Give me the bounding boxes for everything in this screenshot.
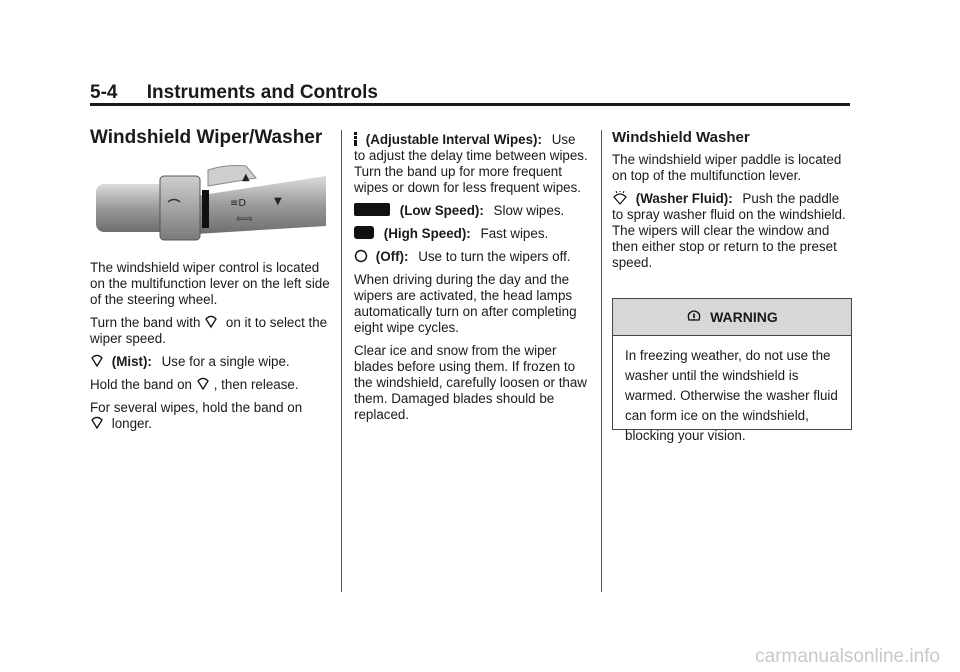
svg-text:▲: ▲	[242, 172, 250, 183]
low-text: Slow wipes.	[493, 203, 565, 218]
paragraph-daytime: When driving during the day and the wipers are activated, the head lamps automatically turn on after completing eight wipe cycles.	[354, 272, 577, 335]
wiper-mist-icon	[90, 354, 104, 368]
off-icon	[354, 249, 368, 263]
warning-header	[613, 299, 851, 336]
hold-text-post: , then release.	[213, 377, 299, 392]
paragraph-hold	[90, 377, 330, 393]
svg-text:≡D: ≡D	[230, 198, 247, 209]
hold-text-pre: Hold the band on	[90, 377, 192, 392]
washer-fluid-icon	[612, 191, 628, 205]
paragraph-fluid	[612, 191, 850, 271]
wiper-mist-icon	[90, 416, 104, 430]
warning-box	[612, 298, 852, 443]
mist-text: Use for a single wipe.	[161, 354, 290, 369]
band-text-post: on it to select the wiper speed.	[90, 315, 328, 346]
off-label: (Off):	[375, 249, 409, 264]
page-header	[90, 82, 378, 104]
warning-icon	[686, 309, 702, 325]
warning-text: In freezing weather, do not use the washer until the windshield is warmed. Otherwise the washer fluid can form ice on the windshield, blocking your vision.	[625, 348, 838, 443]
paragraph-band	[90, 315, 330, 347]
column-3	[612, 130, 850, 278]
high-text: Fast wipes.	[480, 226, 549, 241]
watermark: carmanualsonline.info	[755, 646, 940, 667]
paragraph-several	[90, 400, 330, 432]
paragraph-intro: The windshield wiper control is located on the multifunction lever on the left side of the steering wheel.	[90, 260, 330, 307]
interval-label: (Adjustable Interval Wipes):	[365, 132, 542, 147]
paragraph-ice: Clear ice and snow from the wiper blades before using them. If frozen to the windshield, carefully loosen or thaw them. Damaged blades should be replaced.	[354, 343, 587, 422]
band-text-pre: Turn the band with	[90, 315, 201, 330]
wiper-lever-illustration	[96, 156, 326, 248]
mist-label: (Mist):	[111, 354, 152, 369]
svg-text:▼: ▼	[274, 196, 282, 207]
off-text: Use to turn the wipers off.	[418, 249, 571, 264]
interval-text: Use to adjust the delay time between wipes. Turn the band up for more frequent wipes or down for less frequent wipes.	[354, 132, 588, 195]
warning-title: WARNING	[710, 309, 778, 325]
svg-text:⇦⇨: ⇦⇨	[236, 214, 253, 225]
paragraph-high	[354, 226, 590, 242]
fluid-text: Push the paddle to spray washer fluid on the windshield. The wipers will clear the window and then either stop or return to the preset speed.	[612, 191, 846, 270]
header-rule	[90, 103, 850, 106]
interval-icon	[354, 132, 358, 146]
column-divider-2	[601, 130, 602, 592]
column-1	[90, 127, 330, 439]
low-label: (Low Speed):	[399, 203, 484, 218]
chapter-title: Instruments and Controls	[146, 82, 378, 103]
wiper-mist-icon	[204, 315, 218, 329]
column-divider-1	[341, 130, 342, 592]
low-speed-icon	[354, 203, 390, 216]
several-text-pre: For several wipes, hold the band on	[90, 400, 303, 415]
several-text-post: longer.	[111, 416, 152, 431]
subsection-title: Windshield Washer	[612, 129, 750, 146]
paragraph-low	[354, 203, 590, 219]
page-number: 5-4	[90, 82, 118, 103]
paragraph-mist	[90, 354, 330, 370]
section-title: Windshield Wiper/Washer	[90, 127, 323, 148]
paragraph-paddle: The windshield wiper paddle is located on top of the multifunction lever.	[612, 152, 842, 183]
high-label: (High Speed):	[383, 226, 471, 241]
high-speed-icon	[354, 226, 374, 239]
fluid-label: (Washer Fluid):	[635, 191, 733, 206]
wiper-mist-icon	[196, 377, 210, 391]
paragraph-interval	[354, 132, 590, 196]
paragraph-off	[354, 249, 590, 265]
column-2	[354, 132, 590, 430]
